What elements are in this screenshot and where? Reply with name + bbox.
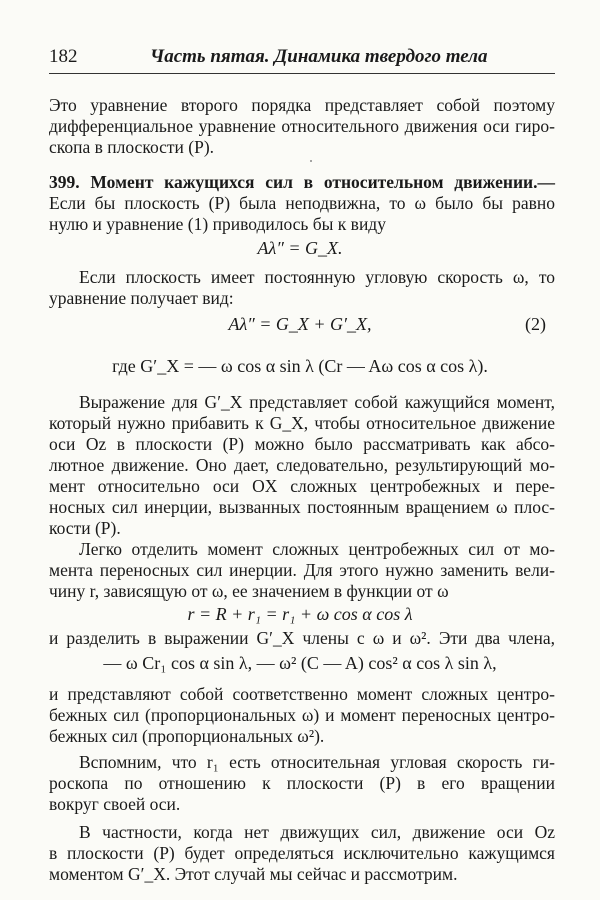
text-line: моментом G′_X. Этот случай мы сейчас и рассмотрим. — [49, 864, 458, 884]
text-line: Выражение для G′_X представляет собой кажущийся момент, — [79, 392, 555, 412]
text-line: лютное движение. Оно дает, следовательно, результирующий мо- — [49, 455, 555, 475]
section-heading: 399. Момент кажущихся сил в относительном движении.— — [49, 172, 555, 192]
equation-2: Aλ″ = G_X + G′_X, — [228, 314, 372, 334]
text-line: Это уравнение второго порядка представляет собой поэтому — [49, 95, 555, 115]
print-speck — [310, 160, 312, 162]
running-header-title: Часть пятая. Динамика твердого тела — [150, 46, 488, 67]
text-line: нулю и уравнение (1) приводилось бы к виду — [49, 214, 386, 234]
text-line: бежных сил (пропорциональных ω²). — [49, 726, 325, 746]
text-line: дифференциальное уравнение относительного движения оси гиро- — [49, 116, 555, 136]
text-line: Легко отделить момент сложных центробежных сил от мо- — [79, 539, 555, 559]
text-line: бежных сил (пропорциональных ω) и момент переносных центро- — [49, 705, 555, 725]
page-number: 182 — [49, 46, 78, 67]
equation-4: r = R + r₁ = r₁ + ω cos α cos λ — [187, 604, 413, 624]
equation-1: Aλ″ = G_X. — [257, 238, 343, 258]
text-line: носных сил инерции, вызванных постоянным вращением ω плос- — [49, 497, 555, 517]
text-line: роскопа по отношению к плоскости (P) в его вращении — [49, 773, 555, 793]
equation-5: — ω Cr₁ cos α sin λ, — ω² (C — A) cos² α cos λ sin λ, — [103, 653, 497, 673]
text-line: чину r, зависящую от ω, ее значением в функции от ω — [49, 581, 449, 601]
header-rule — [49, 73, 555, 74]
text-line: В частности, когда нет движущих сил, движение оси Oz — [79, 822, 555, 842]
text-line: Если бы плоскость (P) была неподвижна, то ω было бы равно — [49, 193, 555, 213]
text-line: и представляют собой соответственно момент сложных центро- — [49, 684, 555, 704]
equation-3: где G′_X = — ω cos α sin λ (Cr — Aω cos α cos λ). — [112, 356, 488, 376]
text-line: оси Oz в плоскости (P) можно было рассматривать как абсо- — [49, 434, 555, 454]
text-line: который нужно прибавить к G_X, чтобы относительное движение — [49, 413, 555, 433]
equation-number: (2) — [525, 314, 546, 334]
text-line: мента переносных сил инерции. Для этого нужно заменить вели- — [49, 560, 555, 580]
text-line: уравнение получает вид: — [49, 288, 234, 308]
text-line: Если плоскость имеет постоянную угловую скорость ω, то — [79, 267, 555, 287]
text-line: в плоскости (P) будет определяться исключительно кажущимся — [49, 843, 555, 863]
text-line: и разделить в выражении G′_X члены с ω и ω². Эти два члена, — [49, 628, 555, 648]
text-line: кости (P). — [49, 518, 121, 538]
text-line: скопа в плоскости (P). — [49, 137, 215, 157]
text-line: вокруг своей оси. — [49, 794, 181, 814]
text-line: Вспомним, что r₁ есть относительная угловая скорость ги- — [79, 752, 555, 772]
text-line: мент относительно оси OX сложных центробежных и пере- — [49, 476, 555, 496]
